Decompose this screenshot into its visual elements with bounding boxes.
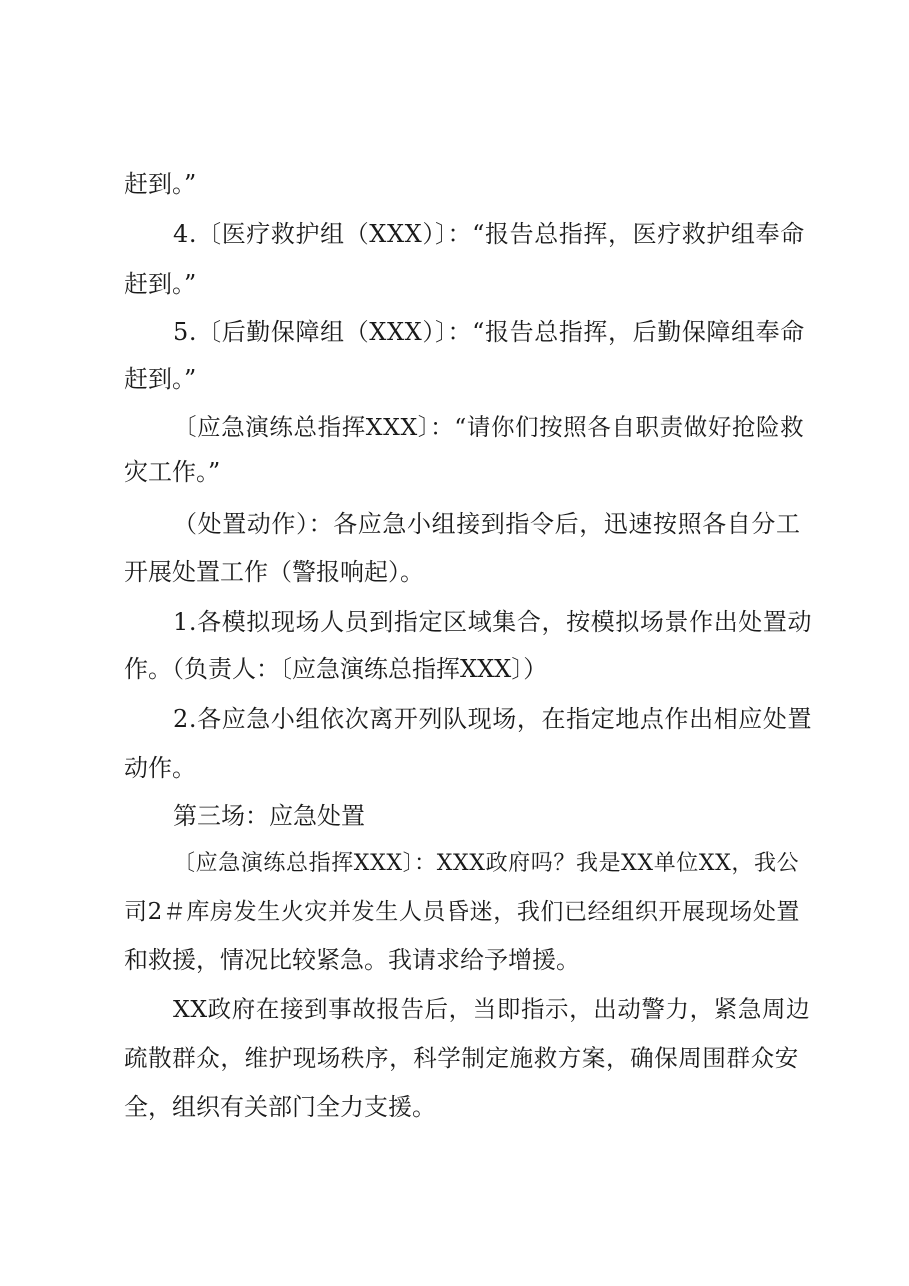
text-line: XX政府在接到事故报告后，当即指示，出动警力，紧急周边 [173,995,811,1023]
text-line: 2.各应急小组依次离开列队现场，在指定地点作出相应处置 [173,705,813,733]
text-line: 司2＃库房发生火灾并发生人员昏迷，我们已经组织开展现场处置 [124,899,801,925]
text-line: 动作。 [124,754,196,782]
text-line: 疏散群众，维护现场秩序，科学制定施救方案，确保周围群众安 [124,1044,799,1072]
text-line: 4.〔医疗救护组（XXX）〕：“报告总指挥，医疗救护组奉命 [173,220,805,248]
text-line: 〔应急演练总指挥XXX〕：XXX政府吗？我是XX单位XX，我公 [173,851,800,876]
text-line: 〔应急演练总指挥XXX〕：“请你们按照各自职责做好抢险救 [173,413,805,441]
text-line: 开展处置工作（警报响起）。 [124,558,424,586]
section-heading: 第三场：应急处置 [173,802,365,830]
text-line: 和救援，情况比较紧急。我请求给予增援。 [124,946,580,974]
text-line: 全，组织有关部门全力支援。 [124,1093,436,1121]
text-line: 作。（负责人：〔应急演练总指挥XXX〕） [124,655,548,683]
text-line: 5.〔后勤保障组（XXX）〕：“报告总指挥，后勤保障组奉命 [173,318,805,346]
text-line: 赶到。” [124,365,197,393]
text-line: 灾工作。” [124,458,221,486]
text-line: 赶到。” [124,170,197,198]
text-line: 赶到。” [124,270,197,298]
text-line: 1.各模拟现场人员到指定区域集合，按模拟场景作出处置动 [173,608,813,636]
text-line: （处置动作）：各应急小组接到指令后，迅速按照各自分工 [173,510,801,538]
